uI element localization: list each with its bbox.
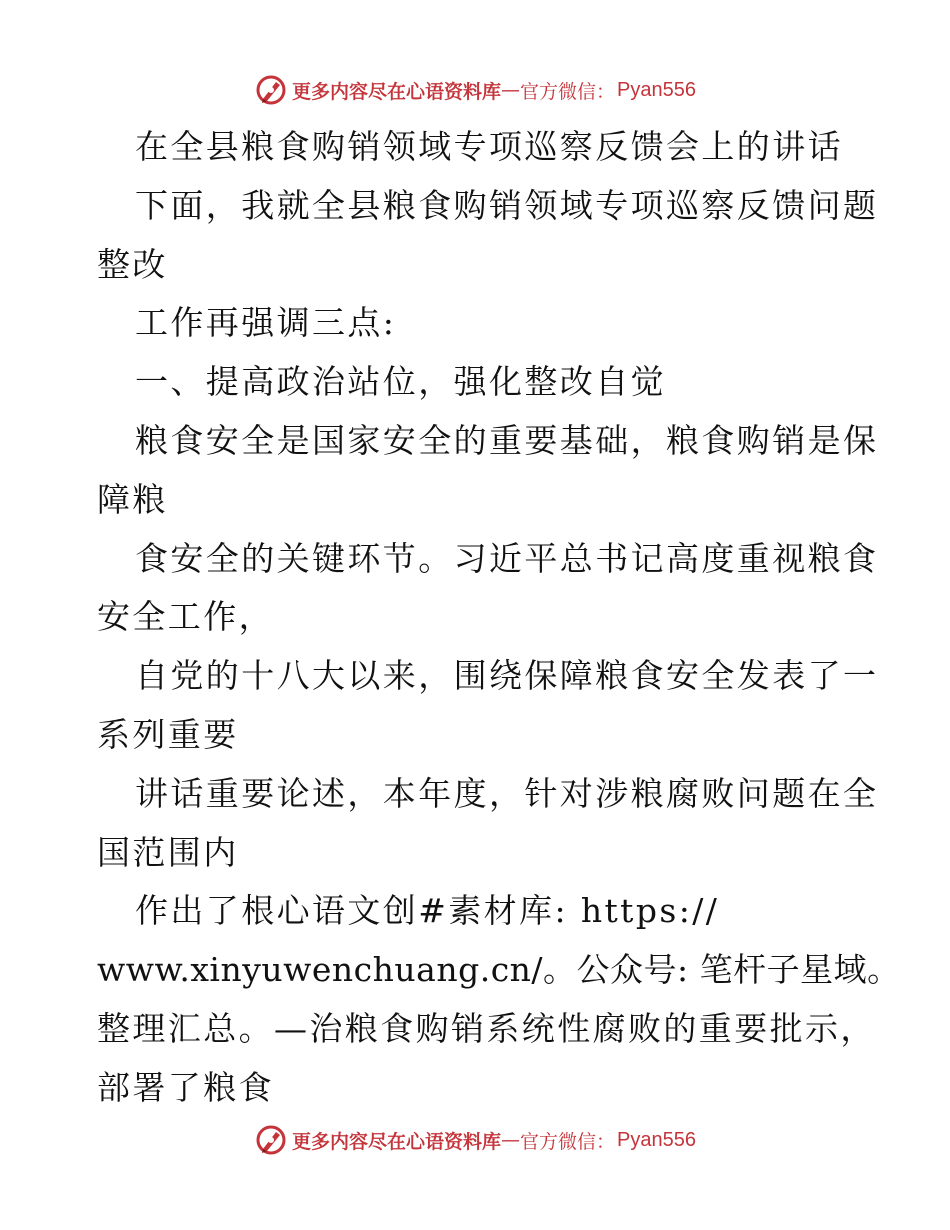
text-line: 下面，我就全县粮食购销领域专项巡察反馈问题 <box>135 185 879 225</box>
text-line: 一、提高政治站位，强化整改自觉 <box>135 362 666 402</box>
text-line: www.xinyuwenchuang.cn/。公众号: 笔杆子星域。 <box>97 950 901 990</box>
text-line: 安全工作， <box>97 597 274 637</box>
text-line: 粮食安全是国家安全的重要基础，粮食购销是保 <box>135 420 879 460</box>
text-line: 系列重要 <box>97 714 239 754</box>
text-line: 整理汇总。—治粮食购销系统性腐败的重要批示， <box>97 1008 876 1048</box>
text-line: 在全县粮食购销领域专项巡察反馈会上的讲话 <box>135 127 843 166</box>
text-line: 障粮 <box>97 479 168 519</box>
text-line: 国范围内 <box>97 832 239 872</box>
text-line: 部署了粮食 <box>97 1067 274 1107</box>
banner-wechat-label: 官方微信： <box>520 1130 616 1153</box>
banner-wechat-id: Pyan556 <box>617 78 696 101</box>
banner-wechat-id: Pyan556 <box>617 1128 696 1151</box>
banner-separator: — <box>501 79 521 101</box>
banner-title: 更多内容尽在心语资料库 <box>292 80 502 103</box>
text-line: 自党的十八大以来，围绕保障粮食安全发表了一 <box>135 656 879 696</box>
pen-logo-icon <box>254 73 288 107</box>
pen-logo-icon <box>254 1123 288 1157</box>
footer-banner <box>0 1120 950 1160</box>
banner-separator: — <box>501 1129 521 1151</box>
text-line: 讲话重要论述，本年度，针对涉粮腐败问题在全 <box>135 773 879 813</box>
banner-wechat-label: 官方微信： <box>520 80 616 103</box>
header-banner <box>0 70 950 110</box>
text-line: 食安全的关键环节。习近平总书记高度重视粮食 <box>135 538 879 578</box>
text-line: 整改 <box>97 244 168 284</box>
text-line: 工作再强调三点: <box>135 303 397 343</box>
document-body <box>97 118 901 1118</box>
banner-title: 更多内容尽在心语资料库 <box>292 1130 502 1153</box>
text-line: 作出了根心语文创#素材库: https:// <box>135 891 720 931</box>
